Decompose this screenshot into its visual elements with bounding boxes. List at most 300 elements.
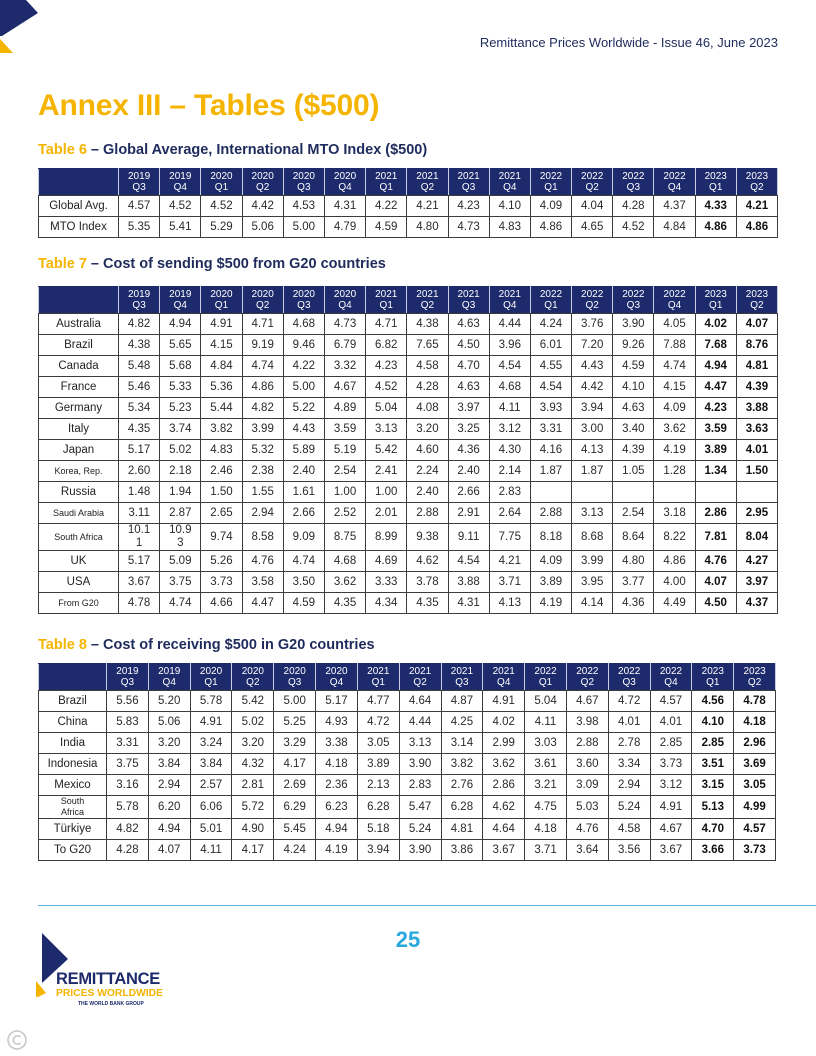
table-cell: 1.50 <box>201 482 242 503</box>
table-cell: 4.57 <box>119 196 160 217</box>
table-cell: 5.68 <box>160 356 201 377</box>
table-cell: 4.74 <box>283 551 324 572</box>
table-cell: 4.62 <box>483 796 525 819</box>
column-year: 2020 <box>251 171 274 182</box>
row-label <box>39 314 119 335</box>
table-cell: 4.83 <box>489 217 530 238</box>
table-cell: 5.04 <box>366 398 407 419</box>
column-header <box>692 664 734 691</box>
table-cell: 4.44 <box>489 314 530 335</box>
column-quarter: Q4 <box>338 300 352 311</box>
table-cell: 4.77 <box>357 691 399 712</box>
table-cell: 3.59 <box>695 419 736 440</box>
table-cell: 5.00 <box>283 377 324 398</box>
column-header <box>448 169 489 196</box>
table-cell: 4.94 <box>148 819 190 840</box>
table-cell: 6.23 <box>316 796 358 819</box>
row-label <box>39 712 107 733</box>
column-quarter: Q1 <box>706 677 720 688</box>
table-7 <box>38 286 778 614</box>
table-cell: 4.71 <box>366 314 407 335</box>
table-cell: 8.22 <box>654 524 695 551</box>
column-header <box>613 287 654 314</box>
column-header <box>654 287 695 314</box>
row-label <box>39 691 107 712</box>
table-cell: 3.71 <box>525 840 567 861</box>
table-cell: 4.74 <box>654 356 695 377</box>
table-cell: 3.88 <box>448 572 489 593</box>
table-cell: 4.91 <box>201 314 242 335</box>
column-header <box>160 169 201 196</box>
table-cell: 2.60 <box>119 461 160 482</box>
column-header <box>119 169 160 196</box>
column-quarter: Q4 <box>162 677 176 688</box>
column-year: 2021 <box>457 171 480 182</box>
table-cell: 6.29 <box>274 796 316 819</box>
column-header <box>242 169 283 196</box>
table-cell: 3.64 <box>566 840 608 861</box>
table-cell: 5.06 <box>242 217 283 238</box>
column-header <box>654 169 695 196</box>
table-cell: 4.28 <box>407 377 448 398</box>
table-cell: 4.63 <box>613 398 654 419</box>
table-cell: 4.35 <box>407 593 448 614</box>
column-quarter: Q2 <box>246 677 260 688</box>
table-cell: 2.95 <box>736 503 777 524</box>
page-title: Annex III – Tables ($500) <box>38 89 380 122</box>
column-year: 2022 <box>622 171 645 182</box>
table-cell: 4.31 <box>448 593 489 614</box>
table-cell: 8.64 <box>613 524 654 551</box>
column-quarter: Q1 <box>544 300 558 311</box>
column-year: 2020 <box>333 171 357 182</box>
row-label-text: Japan <box>62 443 95 456</box>
row-label <box>39 775 107 796</box>
column-header <box>316 664 358 691</box>
column-quarter: Q2 <box>580 677 595 688</box>
column-year: 2020 <box>333 289 357 300</box>
table-cell: 4.79 <box>324 217 365 238</box>
table-cell: 5.65 <box>160 335 201 356</box>
column-header <box>160 287 201 314</box>
column-quarter: Q2 <box>585 300 599 311</box>
table-cell: 3.86 <box>441 840 483 861</box>
column-year: 2022 <box>539 289 563 300</box>
table-cell: 7.20 <box>572 335 613 356</box>
column-year: 2021 <box>450 666 474 677</box>
table-cell: 4.30 <box>489 440 530 461</box>
column-quarter: Q4 <box>173 300 187 311</box>
table-cell: 5.36 <box>201 377 242 398</box>
table-cell: 5.72 <box>232 796 274 819</box>
table-cell: 4.18 <box>525 819 567 840</box>
table-cell: 4.15 <box>654 377 695 398</box>
column-header <box>572 287 613 314</box>
table-cell: 3.98 <box>566 712 608 733</box>
table-cell: 2.57 <box>190 775 232 796</box>
table-cell: 4.74 <box>160 593 201 614</box>
column-quarter: Q3 <box>455 677 469 688</box>
table-cell: 4.59 <box>283 593 324 614</box>
table-cell: 4.23 <box>448 196 489 217</box>
header-corner-cell <box>39 169 119 196</box>
table-cell: 1.00 <box>366 482 407 503</box>
row-label <box>39 440 119 461</box>
row-label-text: USA <box>66 575 91 588</box>
table-cell: 4.99 <box>734 796 776 819</box>
column-year: 2019 <box>116 666 139 677</box>
row-label <box>39 356 119 377</box>
table-cell: 5.20 <box>148 691 190 712</box>
table-cell: 2.86 <box>695 503 736 524</box>
row-label-text: Brazil <box>64 338 93 351</box>
table-cell: 2.40 <box>283 461 324 482</box>
table-cell: 3.62 <box>654 419 695 440</box>
table-cell: 4.15 <box>201 335 242 356</box>
table-header <box>39 287 778 314</box>
row-label <box>39 419 119 440</box>
table-cell: 1.00 <box>324 482 365 503</box>
table-cell: 4.59 <box>613 356 654 377</box>
column-year: 2022 <box>622 289 645 300</box>
table-cell: 5.19 <box>324 440 365 461</box>
table-cell: 4.09 <box>530 551 571 572</box>
column-quarter: Q4 <box>338 182 352 193</box>
table-cell: 4.73 <box>324 314 365 335</box>
table-cell: 4.73 <box>448 217 489 238</box>
table-cell: 6.79 <box>324 335 365 356</box>
table-cell: 4.10 <box>489 196 530 217</box>
table-cell: 2.01 <box>366 503 407 524</box>
table-cell: 4.01 <box>650 712 692 733</box>
column-quarter: Q3 <box>461 182 476 193</box>
table-cell: 9.19 <box>242 335 283 356</box>
column-year: 2023 <box>745 289 769 300</box>
table-cell: 4.90 <box>232 819 274 840</box>
table-cell: 4.44 <box>399 712 441 733</box>
table-cell: 2.18 <box>160 461 201 482</box>
table-cell: 3.93 <box>530 398 571 419</box>
row-label <box>39 840 107 861</box>
table-cell: 2.91 <box>448 503 489 524</box>
table-row <box>39 551 778 572</box>
table-cell: 7.65 <box>407 335 448 356</box>
column-quarter: Q3 <box>287 677 302 688</box>
column-quarter: Q4 <box>664 677 678 688</box>
table-cell: 4.07 <box>695 572 736 593</box>
table-cell: 3.13 <box>399 733 441 754</box>
column-header <box>608 664 650 691</box>
table-7-caption-text: – Cost of sending $500 from G20 countries <box>90 256 386 272</box>
column-quarter: Q1 <box>709 182 723 193</box>
table-cell: 2.88 <box>530 503 571 524</box>
table-cell: 4.80 <box>613 551 654 572</box>
table-cell: 2.94 <box>608 775 650 796</box>
column-header <box>190 664 232 691</box>
footer-divider <box>38 905 816 906</box>
column-quarter: Q3 <box>626 182 641 193</box>
column-quarter: Q4 <box>173 182 187 193</box>
table-6-caption <box>38 141 427 159</box>
table-cell: 4.07 <box>148 840 190 861</box>
table-cell: 4.31 <box>324 196 365 217</box>
column-year: 2021 <box>492 666 515 677</box>
table-cell: 3.97 <box>448 398 489 419</box>
table-cell: 4.18 <box>316 754 358 775</box>
row-label <box>39 398 119 419</box>
table-cell: 4.50 <box>448 335 489 356</box>
column-year: 2021 <box>416 289 439 300</box>
column-header <box>441 664 483 691</box>
table-cell: 5.78 <box>107 796 149 819</box>
table-cell: 3.69 <box>734 754 776 775</box>
table-cell: 4.13 <box>572 440 613 461</box>
column-quarter: Q2 <box>750 300 764 311</box>
table-cell: 4.76 <box>242 551 283 572</box>
table-row <box>39 440 778 461</box>
column-header <box>407 169 448 196</box>
table-cell: 4.24 <box>274 840 316 861</box>
logo-name: REMITTANCE <box>56 970 160 988</box>
table-row <box>39 196 778 217</box>
row-label <box>39 819 107 840</box>
column-header <box>283 287 324 314</box>
table-cell: 4.81 <box>736 356 777 377</box>
table-cell: 3.96 <box>489 335 530 356</box>
table-cell: 4.55 <box>530 356 571 377</box>
table-cell: 5.24 <box>399 819 441 840</box>
table-cell: 3.15 <box>692 775 734 796</box>
table-cell: 1.61 <box>283 482 324 503</box>
table-cell: 4.19 <box>530 593 571 614</box>
table-cell: 4.00 <box>654 572 695 593</box>
table-cell: 5.17 <box>119 551 160 572</box>
column-year: 2020 <box>251 289 274 300</box>
table-cell: 4.87 <box>441 691 483 712</box>
row-label-text: Russia <box>60 485 97 498</box>
row-label <box>39 335 119 356</box>
table-cell: 4.52 <box>366 377 407 398</box>
page-number: 25 <box>395 927 421 952</box>
table-cell: 4.17 <box>274 754 316 775</box>
table-cell: 7.88 <box>654 335 695 356</box>
column-quarter: Q3 <box>297 182 311 193</box>
table-cell: 2.14 <box>489 461 530 482</box>
table-cell: 4.21 <box>407 196 448 217</box>
table-cell: 4.94 <box>316 819 358 840</box>
table-cell: 3.56 <box>608 840 650 861</box>
table-cell: 4.08 <box>407 398 448 419</box>
row-label-text: Canada <box>58 359 99 372</box>
column-year: 2020 <box>292 289 315 300</box>
table-cell: 4.82 <box>119 314 160 335</box>
table-cell: 4.52 <box>201 196 242 217</box>
column-quarter: Q1 <box>709 300 723 311</box>
row-label <box>39 733 107 754</box>
table-cell: 1.55 <box>242 482 283 503</box>
table-cell: 4.10 <box>613 377 654 398</box>
table-cell: 1.50 <box>736 461 777 482</box>
column-quarter: Q2 <box>585 182 599 193</box>
row-label <box>39 572 119 593</box>
row-label <box>39 796 107 819</box>
table-8-label: Table 8 <box>38 637 87 653</box>
table-cell: 4.36 <box>613 593 654 614</box>
table-cell: 3.33 <box>366 572 407 593</box>
table-cell: 4.16 <box>530 440 571 461</box>
table-cell: 6.28 <box>357 796 399 819</box>
table-cell: 3.82 <box>441 754 483 775</box>
table-cell: 4.64 <box>399 691 441 712</box>
table-cell: 4.84 <box>201 356 242 377</box>
table-cell: 4.36 <box>448 440 489 461</box>
table-cell: 3.77 <box>613 572 654 593</box>
table-cell: 7.75 <box>489 524 530 551</box>
column-header <box>148 664 190 691</box>
table-cell: 4.89 <box>324 398 365 419</box>
column-header <box>201 287 242 314</box>
column-year: 2021 <box>375 171 398 182</box>
row-label-text: South Africa <box>54 531 103 542</box>
table-cell: 3.05 <box>734 775 776 796</box>
table-cell: 7.68 <box>695 335 736 356</box>
table-cell: 4.72 <box>608 691 650 712</box>
table-cell: 4.64 <box>483 819 525 840</box>
table-cell: 4.21 <box>736 196 777 217</box>
table-cell: 4.18 <box>734 712 776 733</box>
column-header <box>201 169 242 196</box>
table-cell: 4.63 <box>448 314 489 335</box>
table-cell: 9.26 <box>613 335 654 356</box>
table-cell: 4.11 <box>525 712 567 733</box>
table-cell: 4.69 <box>366 551 407 572</box>
table-cell: 4.11 <box>489 398 530 419</box>
header-row <box>39 169 778 196</box>
table-cell: 2.88 <box>407 503 448 524</box>
table-cell: 2.66 <box>283 503 324 524</box>
table-cell <box>736 482 777 503</box>
table-cell: 3.78 <box>407 572 448 593</box>
table-cell: 3.34 <box>608 754 650 775</box>
table-cell: 4.62 <box>407 551 448 572</box>
table-cell: 5.46 <box>119 377 160 398</box>
table-cell: 6.20 <box>148 796 190 819</box>
table-cell: 9.74 <box>201 524 242 551</box>
table-cell: 4.52 <box>613 217 654 238</box>
table-cell: 1.05 <box>613 461 654 482</box>
table-cell: 5.42 <box>232 691 274 712</box>
column-header <box>407 287 448 314</box>
table-cell: 3.14 <box>441 733 483 754</box>
table-row <box>39 398 778 419</box>
table-cell: 4.86 <box>242 377 283 398</box>
table-cell: 5.34 <box>119 398 160 419</box>
table-cell: 2.85 <box>692 733 734 754</box>
table-cell: 4.24 <box>530 314 571 335</box>
column-quarter: Q2 <box>255 182 270 193</box>
column-quarter: Q1 <box>544 182 558 193</box>
table-cell: 3.60 <box>566 754 608 775</box>
table-cell: 3.21 <box>525 775 567 796</box>
table-cell: 5.04 <box>525 691 567 712</box>
table-cell: 1.28 <box>654 461 695 482</box>
table-cell: 4.67 <box>566 691 608 712</box>
table-7-caption <box>38 255 386 273</box>
row-label-text: Germany <box>54 401 103 414</box>
table-cell: 4.63 <box>448 377 489 398</box>
table-cell: 10.11 <box>119 524 160 551</box>
column-header <box>107 664 149 691</box>
table-cell: 2.87 <box>160 503 201 524</box>
table-cell: 9.38 <box>407 524 448 551</box>
table-cell: 3.90 <box>399 754 441 775</box>
table-row <box>39 461 778 482</box>
logo-subtitle: PRICES WORLDWIDE <box>56 988 163 999</box>
table-cell: 4.91 <box>483 691 525 712</box>
table-cell: 3.66 <box>692 840 734 861</box>
table-cell: 3.88 <box>736 398 777 419</box>
table-cell: 3.90 <box>399 840 441 861</box>
table-cell: 4.68 <box>324 551 365 572</box>
column-year: 2021 <box>457 289 480 300</box>
column-header <box>695 287 736 314</box>
column-year: 2021 <box>375 289 398 300</box>
table-header <box>39 169 778 196</box>
table-cell: 4.43 <box>283 419 324 440</box>
column-year: 2020 <box>199 666 223 677</box>
table-cell: 2.66 <box>448 482 489 503</box>
table-cell: 6.01 <box>530 335 571 356</box>
table-cell: 8.75 <box>324 524 365 551</box>
column-quarter: Q2 <box>255 300 270 311</box>
column-quarter: Q1 <box>214 182 229 193</box>
table-cell: 4.28 <box>107 840 149 861</box>
column-year: 2020 <box>292 171 315 182</box>
row-label-text: India <box>60 736 85 749</box>
table-cell: 3.84 <box>190 754 232 775</box>
table-cell: 3.05 <box>357 733 399 754</box>
row-label-text: Korea, Rep. <box>54 465 103 476</box>
table-cell: 3.13 <box>572 503 613 524</box>
remittance-prices-logo <box>36 931 176 1011</box>
table-cell: 3.89 <box>530 572 571 593</box>
table-cell: 4.91 <box>190 712 232 733</box>
table-cell: 4.01 <box>736 440 777 461</box>
table-cell: 4.17 <box>232 840 274 861</box>
row-label-text: Global Avg. <box>49 199 108 212</box>
table-cell: 5.17 <box>316 691 358 712</box>
column-year: 2021 <box>498 171 521 182</box>
table-cell: 4.54 <box>448 551 489 572</box>
table-cell: 2.69 <box>274 775 316 796</box>
table-cell: 3.25 <box>448 419 489 440</box>
column-year: 2021 <box>416 171 439 182</box>
column-header <box>530 169 571 196</box>
table-cell: 3.67 <box>483 840 525 861</box>
table-cell: 3.32 <box>324 356 365 377</box>
table-cell: 2.36 <box>316 775 358 796</box>
table-cell: 5.89 <box>283 440 324 461</box>
table-cell: 3.20 <box>407 419 448 440</box>
column-quarter: Q3 <box>120 677 135 688</box>
column-year: 2020 <box>283 666 306 677</box>
column-year: 2023 <box>704 171 727 182</box>
column-quarter: Q2 <box>413 677 427 688</box>
table-cell: 8.68 <box>572 524 613 551</box>
table-row <box>39 335 778 356</box>
column-header <box>734 664 776 691</box>
column-quarter: Q4 <box>503 300 517 311</box>
